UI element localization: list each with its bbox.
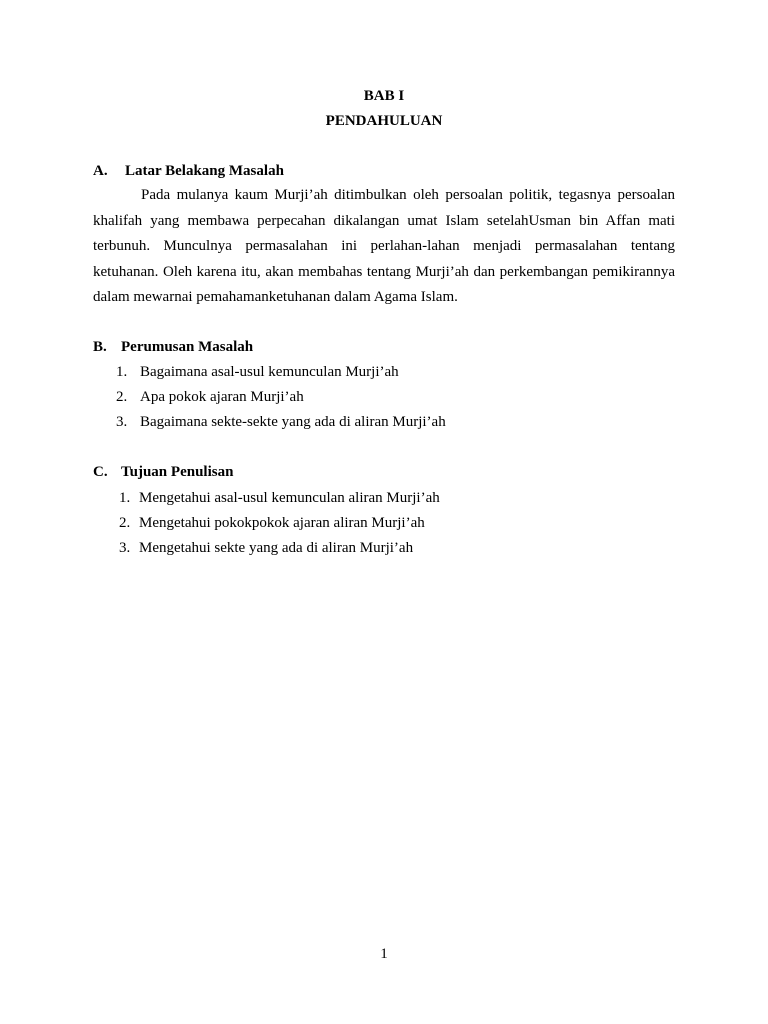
list-item	[116, 410, 446, 435]
list-item-number: 1.	[116, 364, 128, 380]
list-item	[119, 511, 440, 536]
chapter-number: BAB I	[363, 88, 405, 104]
chapter-title: PENDAHULUAN	[325, 113, 443, 129]
list-item-text: Bagaimana sekte-sekte yang ada di aliran Murji’ah	[140, 414, 446, 430]
section-b-title: Perumusan Masalah	[121, 339, 254, 355]
section-a-letter: A.	[93, 163, 108, 179]
list-item-text: Mengetahui sekte yang ada di aliran Murji’ah	[139, 540, 414, 556]
section-a-paragraph	[93, 183, 675, 311]
section-a-heading	[93, 163, 284, 180]
list-item-number: 3.	[119, 540, 131, 556]
section-a-paragraph-text: Pada mulanya kaum Murji’ah ditimbulkan oleh persoalan politik, tegasnya persoalan khalifah yang membawa perpecahan dikalangan umat Islam setelahUsman bin Affan mati terbunuh. Munculnya permasalahan ini perlahan-lahan menjadi permasalahan tentang ketuhanan. Oleh karena itu, akan membahas tentang Murji’ah dan perkembangan pemikirannya dalam mewarnai pemahamanketuhanan dalam Agama Islam.	[93, 187, 675, 305]
list-item	[119, 536, 440, 561]
list-item-number: 3.	[116, 414, 128, 430]
section-b-letter: B.	[93, 339, 107, 355]
section-c-heading	[93, 464, 233, 481]
list-item	[119, 486, 440, 511]
list-item-text: Mengetahui pokokpokok ajaran aliran Murji’ah	[139, 515, 425, 531]
list-item	[116, 385, 446, 410]
list-item-number: 1.	[119, 490, 131, 506]
list-item-text: Apa pokok ajaran Murji’ah	[140, 389, 304, 405]
section-c-letter: C.	[93, 464, 108, 480]
section-b-list	[116, 360, 446, 435]
section-b-heading	[93, 339, 253, 356]
list-item	[116, 360, 446, 385]
section-a-title: Latar Belakang Masalah	[125, 163, 284, 179]
section-c-title: Tujuan Penulisan	[121, 464, 234, 480]
list-item-number: 2.	[119, 515, 131, 531]
section-c-list	[119, 486, 440, 561]
page-number: 1	[380, 946, 388, 962]
list-item-text: Mengetahui asal-usul kemunculan aliran Murji’ah	[139, 490, 440, 506]
list-item-text: Bagaimana asal-usul kemunculan Murji’ah	[140, 364, 399, 380]
list-item-number: 2.	[116, 389, 128, 405]
